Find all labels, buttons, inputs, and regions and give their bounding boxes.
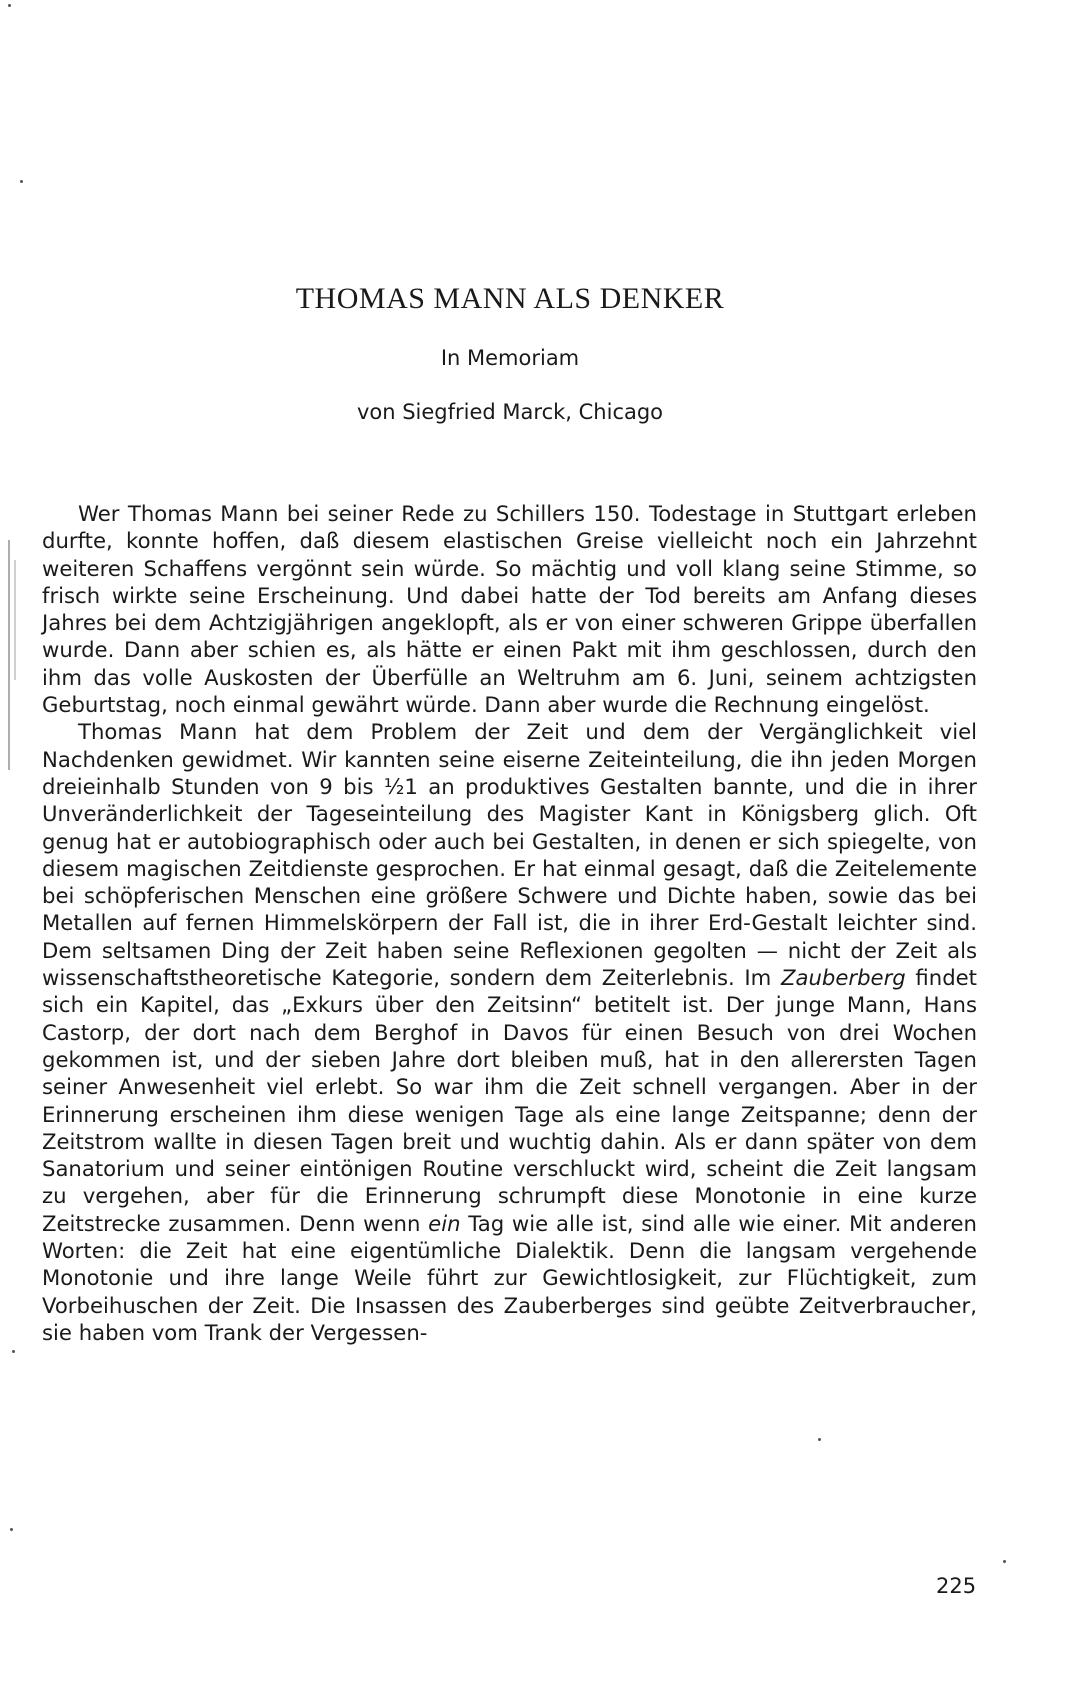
page-number: 225	[936, 1574, 977, 1598]
text-run: Tag wie alle ist, sind alle wie einer. Mit anderen Worten: die Zeit hat eine eigentümliche Dialektik. Denn die langsam vergehende Monotonie und ihre lange Weile führt zur Gewichtlosigkeit, zur Flüchtigkeit, zum Vorbeihuschen der Zeit. Die Insassen des Zauberberges sind geübte Zeitverbraucher, sie haben vom Trank der Vergessen-	[42, 1210, 977, 1345]
body-paragraph	[42, 718, 977, 1346]
article-body	[42, 500, 977, 1346]
body-paragraph	[42, 500, 977, 718]
scan-speck	[818, 1438, 821, 1441]
scan-speck	[12, 1350, 15, 1353]
text-run: Thomas Mann hat dem Problem der Zeit und dem der Vergänglichkeit viel Nachdenken gewidmet. Wir kannten seine eiserne Zeiteinteilung, die ihn jeden Morgen dreieinhalb Stunden von 9 bis ½1 an produktives Gestalten bannte, und die in ihrer Unveränderlichkeit der Tageseinteilung des Magister Kant in Königsberg glich. Oft genug hat er autobiographisch oder auch bei Gestalten, in denen er sich spiegelte, von diesem magischen Zeitdienste gesprochen. Er hat einmal gesagt, daß die Zeitelemente bei schöpferischen Menschen eine größere Schwere und Dichte haben, sowie das bei Metallen auf fernen Himmelskörpern der Fall ist, die in ihrer Erd-Gestalt leichter sind. Dem seltsamen Ding der Zeit haben seine Reflexionen gegolten — nicht der Zeit als wissenschaftstheoretische Kategorie, sondern dem Zeiterlebnis. Im	[42, 719, 977, 991]
scan-speck	[10, 1528, 13, 1531]
scan-margin-mark	[14, 560, 16, 680]
article-title: THOMAS MANN ALS DENKER	[295, 282, 725, 315]
text-run: findet sich ein Kapitel, das „Exkurs über den Zeitsinn“ betitelt ist. Der junge Mann, Hans Castorp, der dort nach dem Berghof in Davos für einen Besuch von drei Wochen gekommen ist, und der sieben Jahre dort bleiben muß, hat in den allerersten Tagen seiner Anwesenheit viel erlebt. So war ihm die Zeit schnell vergangen. Aber in der Erinnerung erscheinen ihm diese wenigen Tage als eine lange Zeitspanne; denn der Zeitstrom wallte in diesen Tagen breit und wuchtig dahin. Als er dann später von dem Sanatorium und seiner eintönigen Routine verschluckt wird, scheint die Zeit langsam zu vergehen, aber für die Erinnerung schrumpft diese Monotonie in eine kurze Zeitstrecke zusammen. Denn wenn	[42, 965, 977, 1236]
italic-text-run: ein	[428, 1210, 461, 1236]
text-run: Wer Thomas Mann bei seiner Rede zu Schillers 150. Todestage in Stuttgart erleben durfte, konnte hoffen, daß diesem elastischen Greise vielleicht noch ein Jahrzehnt weiteren Schaffens vergönnt sein würde. So mächtig und voll klang seine Stimme, so frisch wirkte seine Erscheinung. Und dabei hatte der Tod bereits am Anfang dieses Jahres bei dem Achtzigjährigen angeklopft, als er von einer schweren Grippe überfallen wurde. Dann aber schien es, als hätte er einen Pakt mit ihm geschlossen, durch den ihm das volle Auskosten der Überfülle an Weltruhm am 6. Juni, seinem achtzigsten Geburtstag, noch einmal gewährt würde. Dann aber wurde die Rechnung eingelöst.	[42, 501, 977, 718]
scan-speck	[20, 180, 23, 183]
article-subtitle: In Memoriam	[440, 346, 580, 370]
scan-speck	[1003, 1560, 1006, 1563]
scan-margin-mark	[8, 540, 10, 770]
italic-text-run: Zauberberg	[780, 965, 906, 991]
scan-speck	[8, 4, 11, 7]
article-author: von Siegfried Marck, Chicago	[356, 400, 664, 424]
